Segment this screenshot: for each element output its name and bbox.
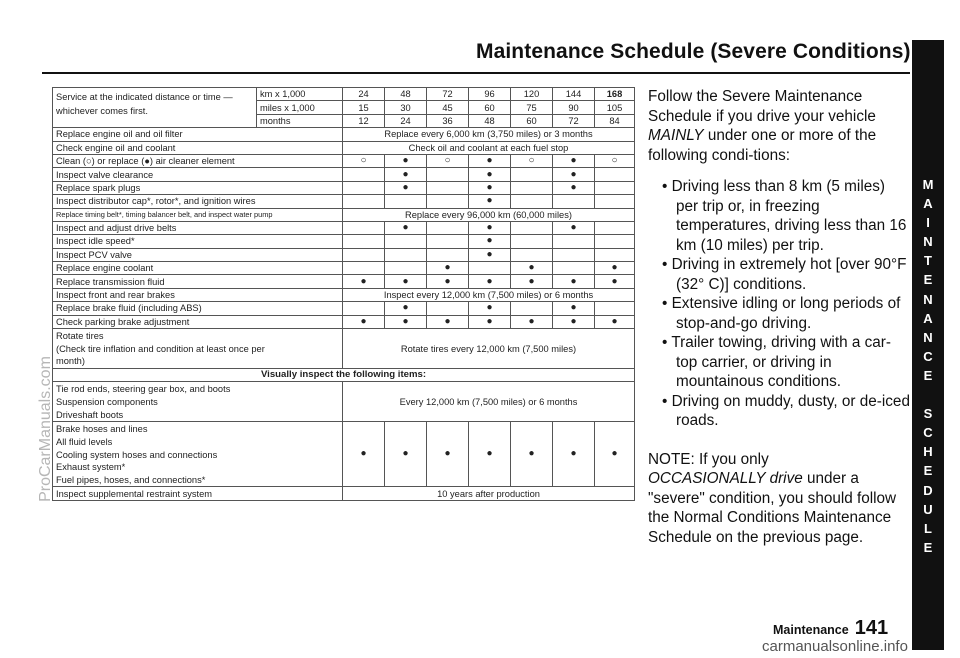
replace-mark: ●: [385, 315, 427, 328]
sidebar-letter: A: [923, 196, 933, 212]
sidebar-letter: E: [923, 539, 933, 555]
replace-mark: ●: [553, 422, 595, 487]
table-row: [53, 302, 635, 315]
months-value: 72: [553, 114, 595, 127]
item-label: Inspect valve clearance: [53, 168, 343, 181]
months-value: 84: [595, 114, 635, 127]
replace-mark: ●: [553, 154, 595, 167]
interval-text: Check oil and coolant at each fuel stop: [343, 141, 635, 154]
emphasis-text: OCCASIONALLY drive: [648, 470, 803, 487]
list-item: • Driving in extremely hot [over 90°F (32° C)] conditions.: [662, 256, 907, 293]
table-row: [53, 128, 635, 141]
item-label: Check parking brake adjustment: [53, 315, 343, 328]
miles-value: 60: [469, 101, 511, 114]
unit-months: months: [257, 114, 343, 127]
replace-mark: ●: [511, 275, 553, 288]
interval-text: Replace every 96,000 km (60,000 miles): [343, 208, 635, 221]
visual-line: Suspension components: [56, 397, 158, 408]
sidebar-letter: E: [923, 272, 933, 288]
replace-mark: ●: [553, 221, 595, 234]
interval-text: Inspect every 12,000 km (7,500 miles) or 6 months: [343, 288, 635, 301]
months-value: 48: [469, 114, 511, 127]
replace-mark: ●: [595, 275, 635, 288]
sidebar-letter: E: [923, 367, 933, 383]
watermark: [28, 215, 54, 645]
replace-mark: ●: [385, 168, 427, 181]
replace-mark: ●: [553, 275, 595, 288]
table-row: [53, 288, 635, 301]
replace-mark: ●: [385, 302, 427, 315]
item-label: Replace spark plugs: [53, 181, 343, 194]
visual-line: Tie rod ends, steering gear box, and boots: [56, 384, 231, 395]
replace-mark: ●: [385, 422, 427, 487]
sidebar-letter: N: [923, 291, 933, 307]
table-row: [53, 487, 635, 500]
item-label: Inspect and adjust drive belts: [53, 221, 343, 234]
table-row: [53, 88, 635, 101]
title-rule: [42, 72, 910, 74]
intro-paragraph: [648, 87, 910, 165]
intro-text: Follow the Severe Maintenance Schedule if you drive your vehicle: [648, 88, 876, 125]
km-value: 72: [427, 88, 469, 101]
table-row: [53, 262, 635, 275]
km-value: 24: [343, 88, 385, 101]
table-row: [53, 195, 635, 208]
item-label: Replace engine oil and oil filter: [53, 128, 343, 141]
miles-value: 75: [511, 101, 553, 114]
sidebar-letter: [912, 385, 944, 404]
maintenance-table: [52, 87, 635, 501]
replace-mark: ●: [385, 181, 427, 194]
section-name: Maintenance: [773, 623, 849, 637]
km-value: 120: [511, 88, 553, 101]
item-label: Inspect PCV valve: [53, 248, 343, 261]
replace-mark: ●: [511, 422, 553, 487]
replace-mark: ●: [427, 315, 469, 328]
table-row: [53, 329, 635, 369]
clean-mark: ○: [343, 154, 385, 167]
replace-mark: ●: [469, 168, 511, 181]
service-header: Service at the indicated distance or time — whichever comes first.: [53, 88, 257, 128]
table-row: [53, 141, 635, 154]
months-value: 36: [427, 114, 469, 127]
sidebar-letter: U: [923, 501, 933, 517]
table-row: [53, 275, 635, 288]
km-value: 144: [553, 88, 595, 101]
visual-line: Cooling system hoses and connections: [56, 449, 218, 460]
sidebar-letter: I: [926, 215, 930, 231]
item-label: Replace engine coolant: [53, 262, 343, 275]
sidebar-letter: M: [922, 177, 934, 192]
tires-line: month): [56, 356, 85, 367]
item-label: Replace timing belt*, timing balancer belt, and inspect water pump: [53, 208, 343, 221]
table-row: [53, 221, 635, 234]
miles-value: 90: [553, 101, 595, 114]
months-value: 12: [343, 114, 385, 127]
replace-mark: ●: [469, 422, 511, 487]
miles-value: 15: [343, 101, 385, 114]
replace-mark: ●: [385, 221, 427, 234]
miles-value: 105: [595, 101, 635, 114]
sidebar-letter: E: [923, 463, 933, 479]
km-value: 48: [385, 88, 427, 101]
list-item: • Driving on muddy, dusty, or de-iced roads.: [662, 392, 910, 429]
miles-value: 30: [385, 101, 427, 114]
months-value: 60: [511, 114, 553, 127]
conditions-text: [648, 87, 910, 547]
replace-mark: ●: [511, 262, 553, 275]
replace-mark: ●: [427, 422, 469, 487]
interval-text: Rotate tires every 12,000 km (7,500 miles): [343, 329, 635, 369]
visual-line: All fluid levels: [56, 437, 113, 448]
sidebar-letter: N: [923, 329, 933, 345]
tires-line: (Check tire inflation and condition at least once per: [56, 343, 265, 354]
conditions-list: [648, 177, 910, 431]
sidebar-letter: C: [923, 348, 933, 364]
item-label: Inspect distributor cap*, rotor*, and ignition wires: [53, 195, 343, 208]
replace-mark: ●: [343, 275, 385, 288]
sidebar-letter: S: [923, 406, 933, 422]
table-row: [53, 369, 635, 382]
visual-line: Brake hoses and lines: [56, 424, 148, 435]
replace-mark: ●: [343, 315, 385, 328]
table-row: [53, 422, 635, 487]
clean-mark: ○: [595, 154, 635, 167]
note-text: under a "severe" condition, you should follow the Normal Conditions Maintenance Schedule on the previous page.: [648, 470, 897, 546]
replace-mark: ●: [553, 315, 595, 328]
note-text: NOTE: If you only: [648, 450, 769, 468]
interval-text: 10 years after production: [343, 487, 635, 500]
replace-mark: ●: [553, 302, 595, 315]
replace-mark: ●: [469, 195, 511, 208]
page-number: 141: [854, 617, 889, 639]
table-row: [53, 208, 635, 221]
item-label: Replace transmission fluid: [53, 275, 343, 288]
interval-text: Replace every 6,000 km (3,750 miles) or 3 months: [343, 128, 635, 141]
replace-mark: ●: [469, 221, 511, 234]
table-row: [53, 315, 635, 328]
item-label: Replace brake fluid (including ABS): [53, 302, 343, 315]
page-footer: [773, 617, 888, 640]
item-label: Inspect supplemental restraint system: [53, 487, 343, 500]
replace-mark: ●: [469, 302, 511, 315]
item-label: Inspect idle speed*: [53, 235, 343, 248]
replace-mark: ●: [343, 422, 385, 487]
replace-mark: ●: [469, 315, 511, 328]
replace-mark: ●: [595, 422, 635, 487]
replace-mark: ●: [469, 275, 511, 288]
table-row: [53, 235, 635, 248]
km-value: 96: [469, 88, 511, 101]
page-title: Maintenance Schedule (Severe Conditions): [476, 40, 911, 63]
visual-line: Fuel pipes, hoses, and connections*: [56, 474, 206, 485]
item-label: Inspect front and rear brakes: [53, 288, 343, 301]
tires-line: Rotate tires: [56, 331, 104, 342]
replace-mark: ●: [385, 275, 427, 288]
replace-mark: ●: [553, 181, 595, 194]
list-item: • Extensive idling or long periods of stop-and-go driving.: [662, 295, 901, 332]
table-row: [53, 181, 635, 194]
sidebar-label: [912, 175, 944, 557]
months-value: 24: [385, 114, 427, 127]
item-label: [53, 382, 343, 422]
item-label: [53, 329, 343, 369]
replace-mark: ●: [469, 181, 511, 194]
watermark-text: ProCarManuals.com: [37, 356, 54, 502]
replace-mark: ●: [427, 275, 469, 288]
watermark-bottom: carmanualsonline.info: [762, 638, 908, 655]
visual-line: Exhaust system*: [56, 462, 126, 473]
interval-text: Every 12,000 km (7,500 miles) or 6 months: [343, 382, 635, 422]
clean-mark: ○: [511, 154, 553, 167]
replace-mark: ●: [511, 315, 553, 328]
replace-mark: ●: [427, 262, 469, 275]
replace-mark: ●: [469, 248, 511, 261]
sidebar-letter: A: [923, 310, 933, 326]
replace-mark: ●: [553, 168, 595, 181]
visual-line: Driveshaft boots: [56, 409, 124, 420]
note-paragraph: [648, 450, 910, 548]
replace-mark: ●: [595, 262, 635, 275]
item-label: Check engine oil and coolant: [53, 141, 343, 154]
intro-text: under one or more of the following condi-tions:: [648, 127, 877, 164]
sidebar-letter: C: [923, 425, 933, 441]
sidebar-letter: D: [923, 482, 933, 498]
table-row: [53, 382, 635, 422]
visual-header: Visually inspect the following items:: [53, 369, 635, 382]
list-item: • Driving less than 8 km (5 miles) per trip or, in freezing temperatures, driving less than 16 km (10 miles) per trip.: [662, 178, 907, 254]
sidebar-letter: H: [923, 444, 933, 460]
replace-mark: ●: [595, 315, 635, 328]
unit-km: km x 1,000: [257, 88, 343, 101]
replace-mark: ●: [469, 235, 511, 248]
sidebar-letter: L: [924, 520, 932, 536]
list-item: • Trailer towing, driving with a car-top carrier, or driving in mountainous conditions.: [662, 334, 891, 390]
item-label: [53, 422, 343, 487]
table-row: [53, 248, 635, 261]
unit-miles: miles x 1,000: [257, 101, 343, 114]
sidebar-letter: T: [924, 253, 932, 269]
table-row: [53, 168, 635, 181]
miles-value: 45: [427, 101, 469, 114]
item-label: Clean (○) or replace (●) air cleaner element: [53, 154, 343, 167]
sidebar-letter: N: [923, 234, 933, 250]
emphasis-text: MAINLY: [648, 127, 704, 144]
replace-mark: ●: [469, 154, 511, 167]
table-row: [53, 154, 635, 167]
km-value: 168: [595, 88, 635, 101]
clean-mark: ○: [427, 154, 469, 167]
replace-mark: ●: [385, 154, 427, 167]
